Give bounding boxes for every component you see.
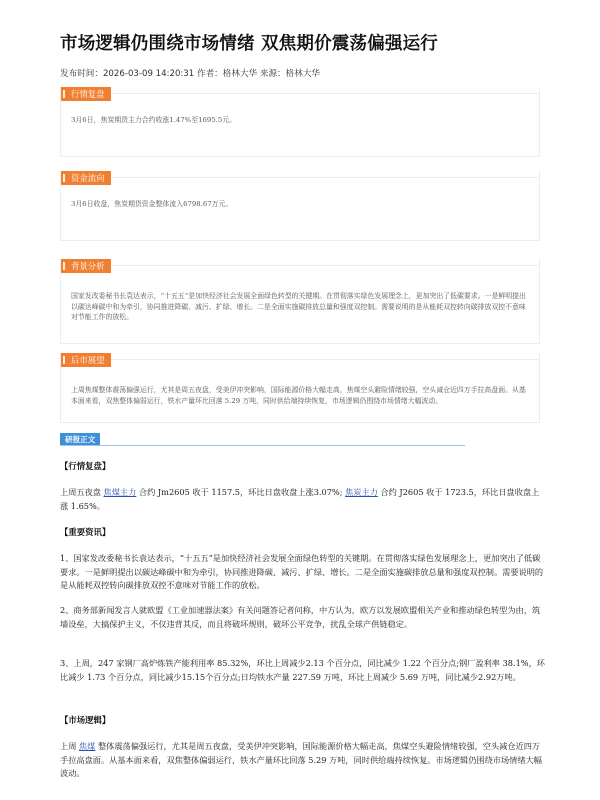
page-title: 市场逻辑仍围绕市场情绪 双焦期价震荡偏强运行 bbox=[60, 34, 438, 54]
paragraph-news-3: 3、上周，247 家钢厂高炉炼铁产能利用率 85.32%，环比上周减少2.13 个百分点，同比减少 1.22 个百分点;钢厂盈利率 38.1%，环比减少 1.73 个百分点，同比减少15.15个百分点;日均铁水产量 227.59 万吨，环比上周减少 5.69 万吨，同比减少2.92万吨。 bbox=[60, 658, 545, 682]
article-meta: 发布时间：2026-03-09 14:20:31 作者：格林大华 来源：格林大华 bbox=[60, 69, 321, 79]
fund-flow-tag: 资金流向 bbox=[61, 171, 111, 185]
paragraph-market-review: 上周五夜盘 焦煤主力 合约 Jm2605 收于 1157.5，环比日盘收盘上涨3.07%; 焦炭主力 合约 J2605 收于 1723.5，环比日盘收盘上涨 1.65%。 bbox=[60, 487, 540, 511]
coking-coal-link[interactable]: 焦煤 bbox=[78, 741, 96, 751]
background-box bbox=[60, 259, 540, 344]
report-body-header bbox=[60, 433, 465, 446]
section-market-review: 【行情复盘】 bbox=[60, 461, 111, 471]
paragraph-news-2: 2、商务部新闻发言人就欧盟《工业加速器法案》有关问题答记者问称，中方认为，欧方以发展欧盟相关产业和推动绿色转型为由，筑墙设垒，大搞保护主义，不仅违背其反，而且将破坏规则，破坏公平竞争，扰乱全球产供链稳定。 bbox=[60, 605, 541, 629]
coking-coal-main-link[interactable]: 焦煤主力 bbox=[103, 487, 137, 497]
market-review-text: 3月6日，焦炭期货主力合约收涨1.47%至1695.5元。 bbox=[71, 116, 237, 124]
market-review-box bbox=[60, 87, 540, 157]
outlook-tag: 后市展望 bbox=[61, 353, 111, 367]
fund-flow-box bbox=[60, 171, 540, 241]
coke-main-link[interactable]: 焦炭主力 bbox=[345, 487, 378, 497]
section-market-logic: 【市场逻辑】 bbox=[60, 715, 111, 725]
report-body-tag: 研报正文 bbox=[60, 433, 100, 446]
background-text: 国家发改委秘书长袁达表示，“十五五”是加快经济社会发展全面绿色转型的关键期。在贯彻落实绿色发展理念上，更加突出了低碳要求。一是鲜明提出以碳达峰碳中和为牵引，协同推进降碳、减污、扩绿、增长。二是全面实施碳排放总量和强度双控制。需要说明的是从能耗双控转向碳排放双控不意味对节能工作的放松。 bbox=[71, 292, 526, 321]
paragraph-market-logic: 上周 焦煤 整体震荡偏强运行，尤其是周五夜盘，受美伊冲突影响，国际能源价格大幅走高，焦煤空头避险情绪较强，空头减仓近四万手拉高盘面。从基本面来看，双焦整体偏弱运行，铁水产量环比回落 5.29 万吨，同时供给端持续恢复。市场逻辑仍围绕市场情绪大幅波动。 bbox=[60, 741, 542, 779]
paragraph-news-1: 1、国家发改委秘书长袁达表示，“十五五”是加快经济社会发展全面绿色转型的关键期。在贯彻落实绿色发展理念上，更加突出了低碳要求。一是鲜明提出以碳达峰碳中和为牵引，协同推进降碳、减污、扩绿、增长。二是全面实施碳排放总量和强度双控制。需要说明的是从能耗双控转向碳排放双控不意味对节能工作的放松。 bbox=[60, 553, 544, 591]
outlook-text: 上周焦煤整体震荡偏强运行，尤其是周五夜盘，受美伊冲突影响，国际能源价格大幅走高，焦煤空头避险情绪较强，空头减仓近四万手拉高盘面。从基本面来看，双焦整体偏弱运行，铁水产量环比回落 5.29 万吨，同时供给端持续恢复，市场逻辑仍围绕市场情绪大幅波动。 bbox=[71, 386, 526, 405]
market-review-tag: 行情复盘 bbox=[61, 87, 111, 101]
section-important-news: 【重要资讯】 bbox=[60, 527, 111, 537]
fund-flow-text: 3月6日收盘，焦炭期货资金整体流入6798.67万元。 bbox=[71, 200, 233, 208]
outlook-box bbox=[60, 353, 540, 423]
background-tag: 背景分析 bbox=[61, 259, 111, 273]
